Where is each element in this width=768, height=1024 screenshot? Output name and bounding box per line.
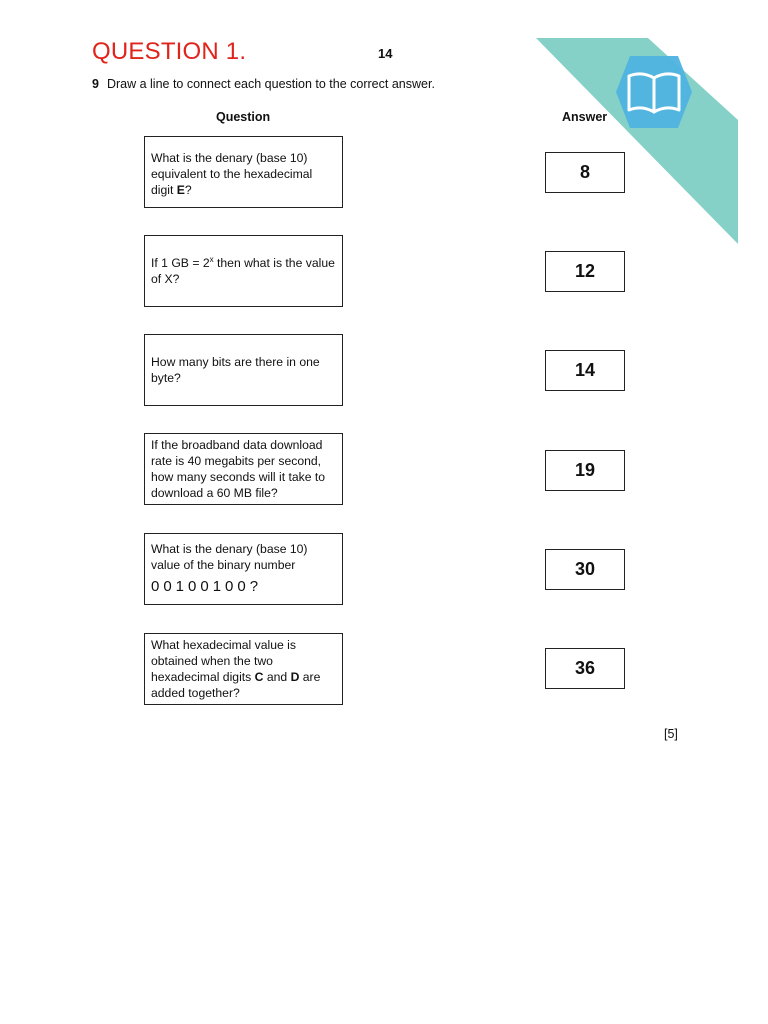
question-text-3: How many bits are there in one byte?	[151, 355, 320, 385]
question-box-2[interactable]	[144, 235, 343, 307]
instruction-text: Draw a line to connect each question to the correct answer.	[106, 77, 435, 91]
question-box-3[interactable]	[144, 334, 343, 406]
question-column-header: Question	[216, 110, 271, 124]
question-number: 9	[92, 77, 99, 91]
question-text-1: What is the denary (base 10) equivalent to the hexadecimal digit E?	[151, 151, 313, 197]
answer-box-4[interactable]: 19	[545, 450, 625, 491]
answer-box-1[interactable]: 8	[545, 152, 625, 193]
question-title: QUESTION 1.	[92, 38, 247, 65]
question-text-4: If the broadband data download rate is 40 megabits per second, how many seconds will it take to download a 60 MB file?	[151, 438, 326, 500]
question-text-2: If 1 GB = $2^x$ then what is the value of X?	[151, 254, 335, 286]
question-box-4[interactable]	[144, 433, 343, 505]
question-box-5[interactable]	[144, 533, 343, 605]
page-number: 14	[378, 46, 393, 61]
question-text-6: What hexadecimal value is obtained when the two hexadecimal digits C and D are added together?	[151, 638, 321, 700]
answer-box-5[interactable]: 30	[545, 549, 625, 590]
instruction	[92, 77, 435, 91]
marks-total: [5]	[664, 727, 678, 741]
corner-badge[interactable]	[536, 38, 738, 244]
binary-number: 00100100?	[151, 578, 263, 595]
answer-box-3[interactable]: 14	[545, 350, 625, 391]
question-text-5: What is the denary (base 10) value of the binary number 00100100?	[151, 541, 336, 595]
answer-box-6[interactable]: 36	[545, 648, 625, 689]
answer-column-header: Answer	[562, 110, 608, 124]
answer-box-2[interactable]: 12	[545, 251, 625, 292]
question-box-1[interactable]	[144, 136, 343, 208]
question-box-6[interactable]	[144, 633, 343, 705]
